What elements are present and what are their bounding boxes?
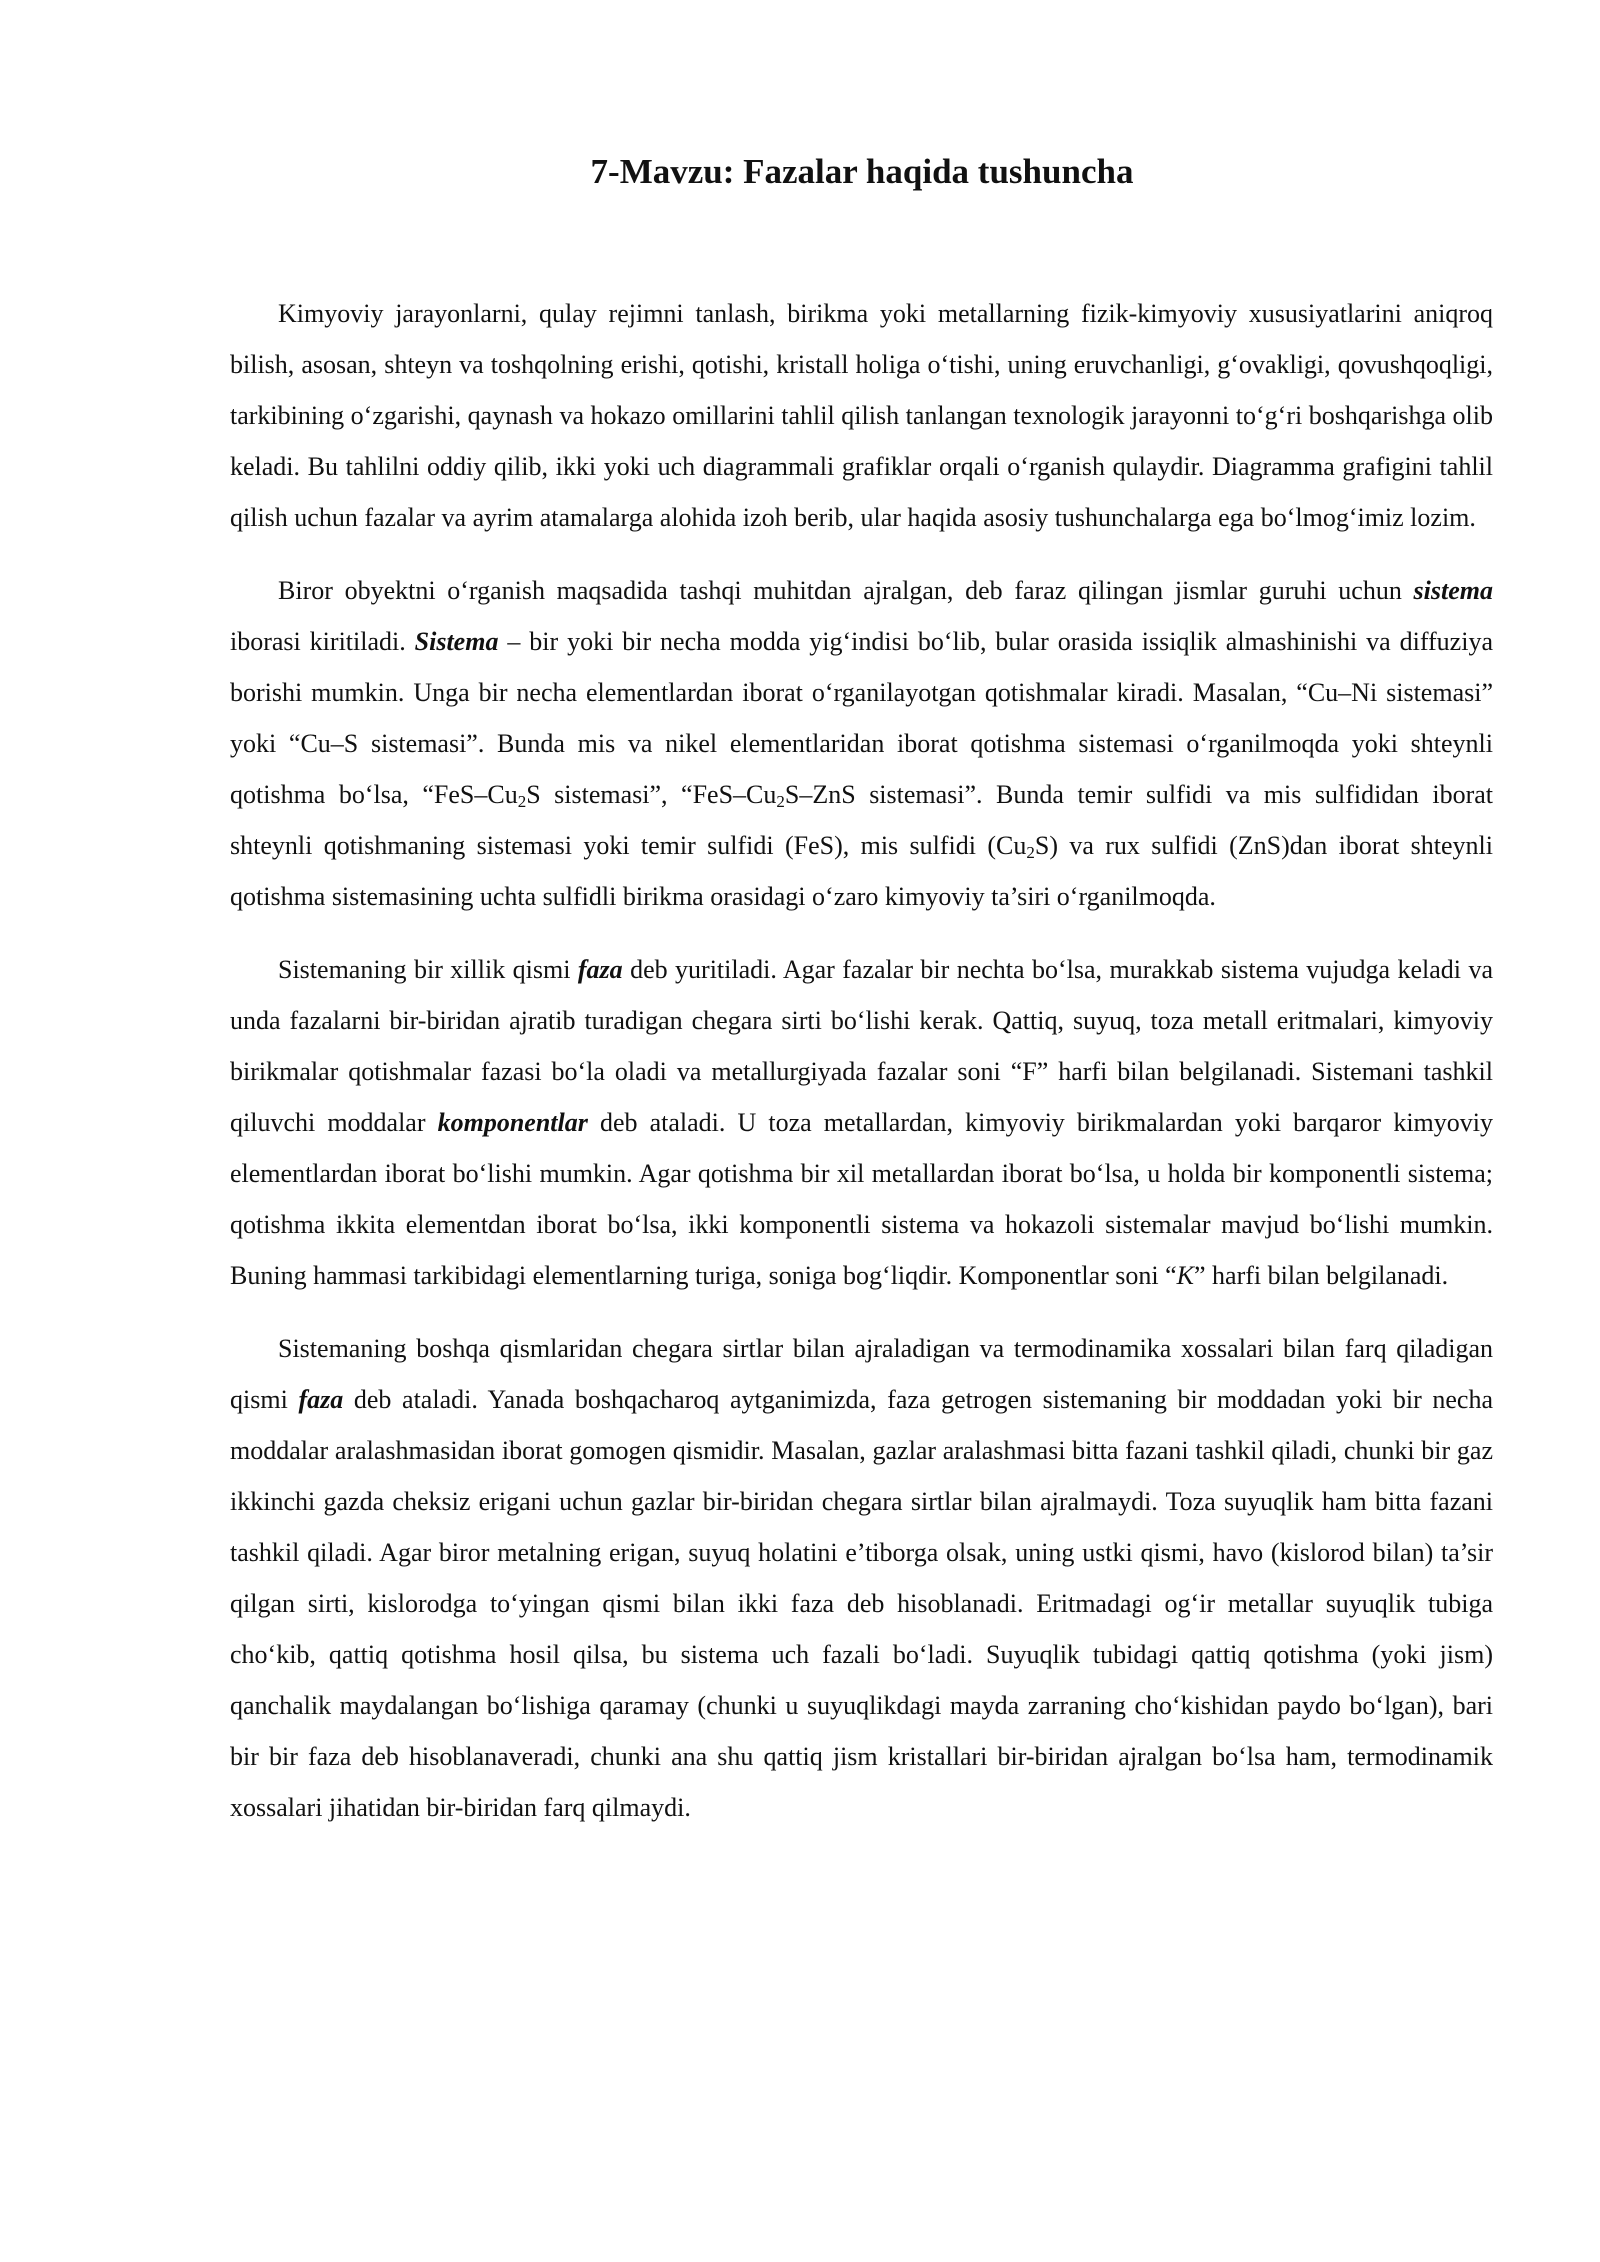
paragraph-text: deb ataladi. U toza metallardan, kimyoviy birikmalardan yoki barqaror kimyoviy elementlardan iborat boʻlishi mumkin. Agar qotishma bir xil metallardan iborat boʻlsa, u holda bir komponentli sistema; qotishma ikkita elementdan iborat boʻlsa, ikki komponentli sistema va hokazoli sistemalar mavjud boʻlishi mumkin. Buning hammasi tarkibidagi elementlarning turiga, soniga bogʻliqdir. Komponentlar soni “ xyxy=(230,1108,1493,1290)
paragraph-text: Biror obyektni oʻrganish maqsadida tashqi muhitdan ajralgan, deb faraz qilingan jismlar guruhi uchun xyxy=(278,576,1414,605)
paragraph-text: deb ataladi. Yanada boshqacharoq aytganimizda, faza getrogen sistemaning bir moddadan yoki bir necha moddalar aralashmasidan iborat gomogen qismidir. Masalan, gazlar aralashmasi bitta fazani tashkil qiladi, chunki bir gaz ikkinchi gazda cheksiz erigani uchun gazlar bir-biridan chegara sirtlar bilan ajralmaydi. Toza suyuqlik ham bitta fazani tashkil qiladi. Agar biror metalning erigan, suyuq holatini e’tiborga olsak, uning ustki qismi, havo (kislorod bilan) ta’sir qilgan sirti, kislorodga toʻyingan qismi bilan ikki faza deb hisoblanadi. Eritmadagi ogʻir metallar suyuqlik tubiga choʻkib, qattiq qotishma hosil qilsa, bu sistema uch fazali boʻladi. Suyuqlik tubidagi qattiq qotishma (yoki jism) qanchalik maydalangan boʻlishiga qaramay (chunki u suyuqlikdagi mayda zarraning choʻkishidan paydo boʻlgan), bari bir bir faza deb hisoblanaveradi, chunki ana shu qattiq jism kristallari bir-biridan ajralgan boʻlsa ham, termodinamik xossalari jihatidan bir-biridan farq qilmaydi. xyxy=(230,1385,1493,1822)
paragraph-faza-komponent xyxy=(230,944,1493,1301)
document-body xyxy=(230,288,1493,1833)
paragraph-intro xyxy=(230,288,1493,543)
paragraph-text: – bir yoki bir necha modda yigʻindisi boʻlib, bular orasida issiqlik almashinishi va diffuziya borishi mumkin. Unga bir necha elementlardan iborat oʻrganilayotgan qotishmalar kiradi. Masalan, “Cu–Ni sistemasi” yoki “Cu–S sistemasi”. Bunda mis va nikel elementlaridan iborat qotishma sistemasi oʻrganilmoqda yoki shteynli qotishma boʻlsa, “FeS–Cu xyxy=(230,627,1493,809)
paragraph-sistema xyxy=(230,565,1493,922)
paragraph-text: deb yuritiladi. Agar fazalar bir nechta boʻlsa, murakkab sistema vujudga keladi va unda fazalarni bir-biridan ajratib turadigan chegara sirti boʻlishi kerak. Qattiq, suyuq, toza metall eritmalari, kimyoviy birikmalar qotishmalar fazasi boʻla oladi va metallurgiyada fazalar soni “F” harfi bilan belgilanadi. Sistemani tashkil qiluvchi moddalar xyxy=(230,955,1493,1137)
paragraph-faza-definition xyxy=(230,1323,1493,1833)
subscript: 2 xyxy=(517,792,527,811)
symbol-k: K xyxy=(1176,1261,1194,1290)
paragraph-text: iborasi kiritiladi. xyxy=(230,627,415,656)
subscript: 2 xyxy=(776,792,785,811)
paragraph-text: Sistemaning bir xillik qismi xyxy=(278,955,578,984)
paragraph-text: S–ZnS sistemasi”. Bunda temir sulfidi va mis sulfididan iborat shteynli qotishmaning sistemasi yoki temir sulfidi (FeS), mis sulfidi (Cu xyxy=(230,780,1493,860)
paragraph-text: ” harfi bilan belgilanadi. xyxy=(1194,1261,1449,1290)
term-faza: faza xyxy=(577,955,623,984)
paragraph-text: Sistemaning boshqa qismlaridan chegara sirtlar bilan ajraladigan va termodinamika xossalari bilan farq qiladigan qismi xyxy=(230,1334,1493,1414)
page-title: 7-Mavzu: Fazalar haqida tushuncha xyxy=(590,152,1134,191)
term-sistema-definition: Sistema xyxy=(414,627,499,656)
paragraph-text: S) va rux sulfidi (ZnS)dan iborat shteynli qotishma sistemasining uchta sulfidli birikma orasidagi oʻzaro kimyoviy ta’siri oʻrganilmoqda. xyxy=(230,831,1494,911)
subscript: 2 xyxy=(1026,843,1035,862)
term-sistema: sistema xyxy=(1413,576,1493,605)
paragraph-text: Kimyoviy jarayonlarni, qulay rejimni tanlash, birikma yoki metallarning fizik-kimyoviy xususiyatlarini aniqroq bilish, asosan, shteyn va toshqolning erishi, qotishi, kristall holiga oʻtishi, uning eruvchanligi, gʻovakligi, qovushqoqligi, tarkibining oʻzgarishi, qaynash va hokazo omillarini tahlil qilish tanlangan texnologik jarayonni toʻgʻri boshqarishga olib keladi. Bu tahlilni oddiy qilib, ikki yoki uch diagrammali grafiklar orqali oʻrganish qulaydir. Diagramma grafigini tahlil qilish uchun fazalar va ayrim atamalarga alohida izoh berib, ular haqida asosiy tushunchalarga ega boʻlmogʻimiz lozim. xyxy=(230,299,1493,532)
term-komponentlar: komponentlar xyxy=(437,1108,588,1137)
paragraph-text: S sistemasi”, “FeS–Cu xyxy=(526,780,777,809)
term-faza: faza xyxy=(298,1385,344,1414)
